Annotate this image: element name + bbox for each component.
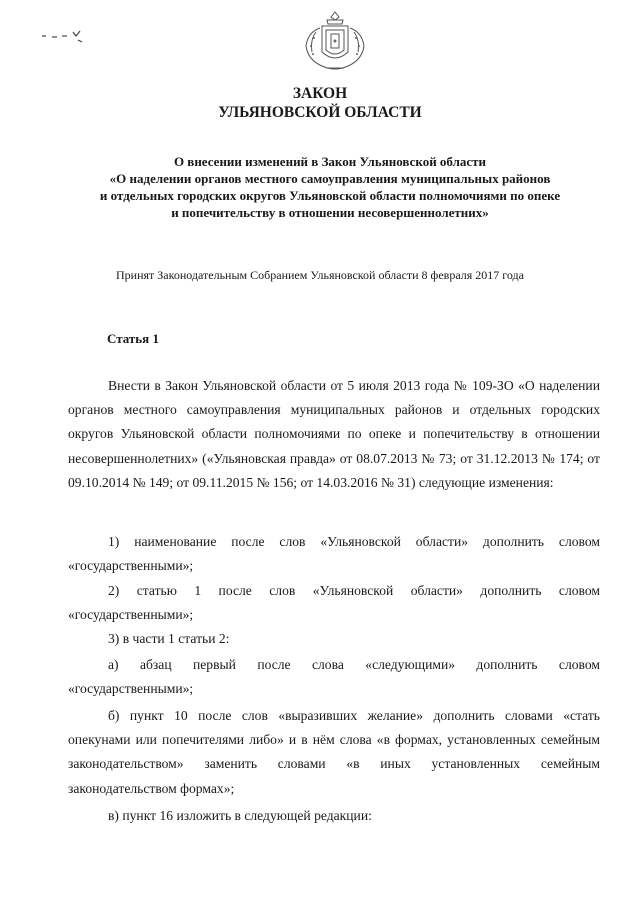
subject-line: и отдельных городских округов Ульяновской области полномочиями по опеке [99, 188, 561, 203]
subject-line: и попечительству в отношении несовершеннолетних» [171, 205, 489, 220]
body-paragraph: 1) наименование после слов «Ульяновской области» дополнить словом «государственными»; [68, 534, 600, 574]
law-region: УЛЬЯНОВСКОЙ ОБЛАСТИ [218, 104, 422, 121]
scan-mark [40, 28, 86, 44]
body-paragraph: в) пункт 16 изложить в следующей редакции: [108, 808, 372, 823]
subject-line: О внесении изменений в Закон Ульяновской области [173, 154, 487, 169]
body-paragraph: а) абзац первый после слова «следующими» дополнить словом «государственными»; [68, 657, 600, 697]
body-paragraph: 2) статью 1 после слов «Ульяновской области» дополнить словом «государственными»; [68, 583, 600, 623]
coat-of-arms-emblem [300, 8, 370, 74]
body-paragraph: Внести в Закон Ульяновской области от 5 июля 2013 года № 109-ЗО «О наделении органов местного самоуправления муниципальных районов и отдельных городских округов Ульяновской области полномочиями по опеке и попечительству в отношении несовершеннолетних» («Ульяновская правда» от 08.07.2013 № 73; от 31.12.2013 № 174; от 09.10.2014 № 149; от 09.11.2015 № 156; от 14.03.2016 № 31) следующие изменения: [68, 378, 600, 490]
adoption-note: Принят Законодательным Собранием Ульяновской области 8 февраля 2017 года [116, 268, 524, 282]
body-paragraph: б) пункт 10 после слов «выразивших желание» дополнить словами «стать опекунами или попечителями либо» и в нём слова «в формах, установленных семейным законодательством» заменить словами «в иных установленных семейным законодательством формах»; [68, 708, 600, 796]
article-heading: Статья 1 [107, 331, 159, 346]
law-title: ЗАКОН [292, 85, 348, 102]
body-paragraph: 3) в части 1 статьи 2: [108, 631, 230, 646]
subject-line: «О наделении органов местного самоуправления муниципальных районов [109, 171, 551, 186]
law-subject [60, 153, 600, 221]
